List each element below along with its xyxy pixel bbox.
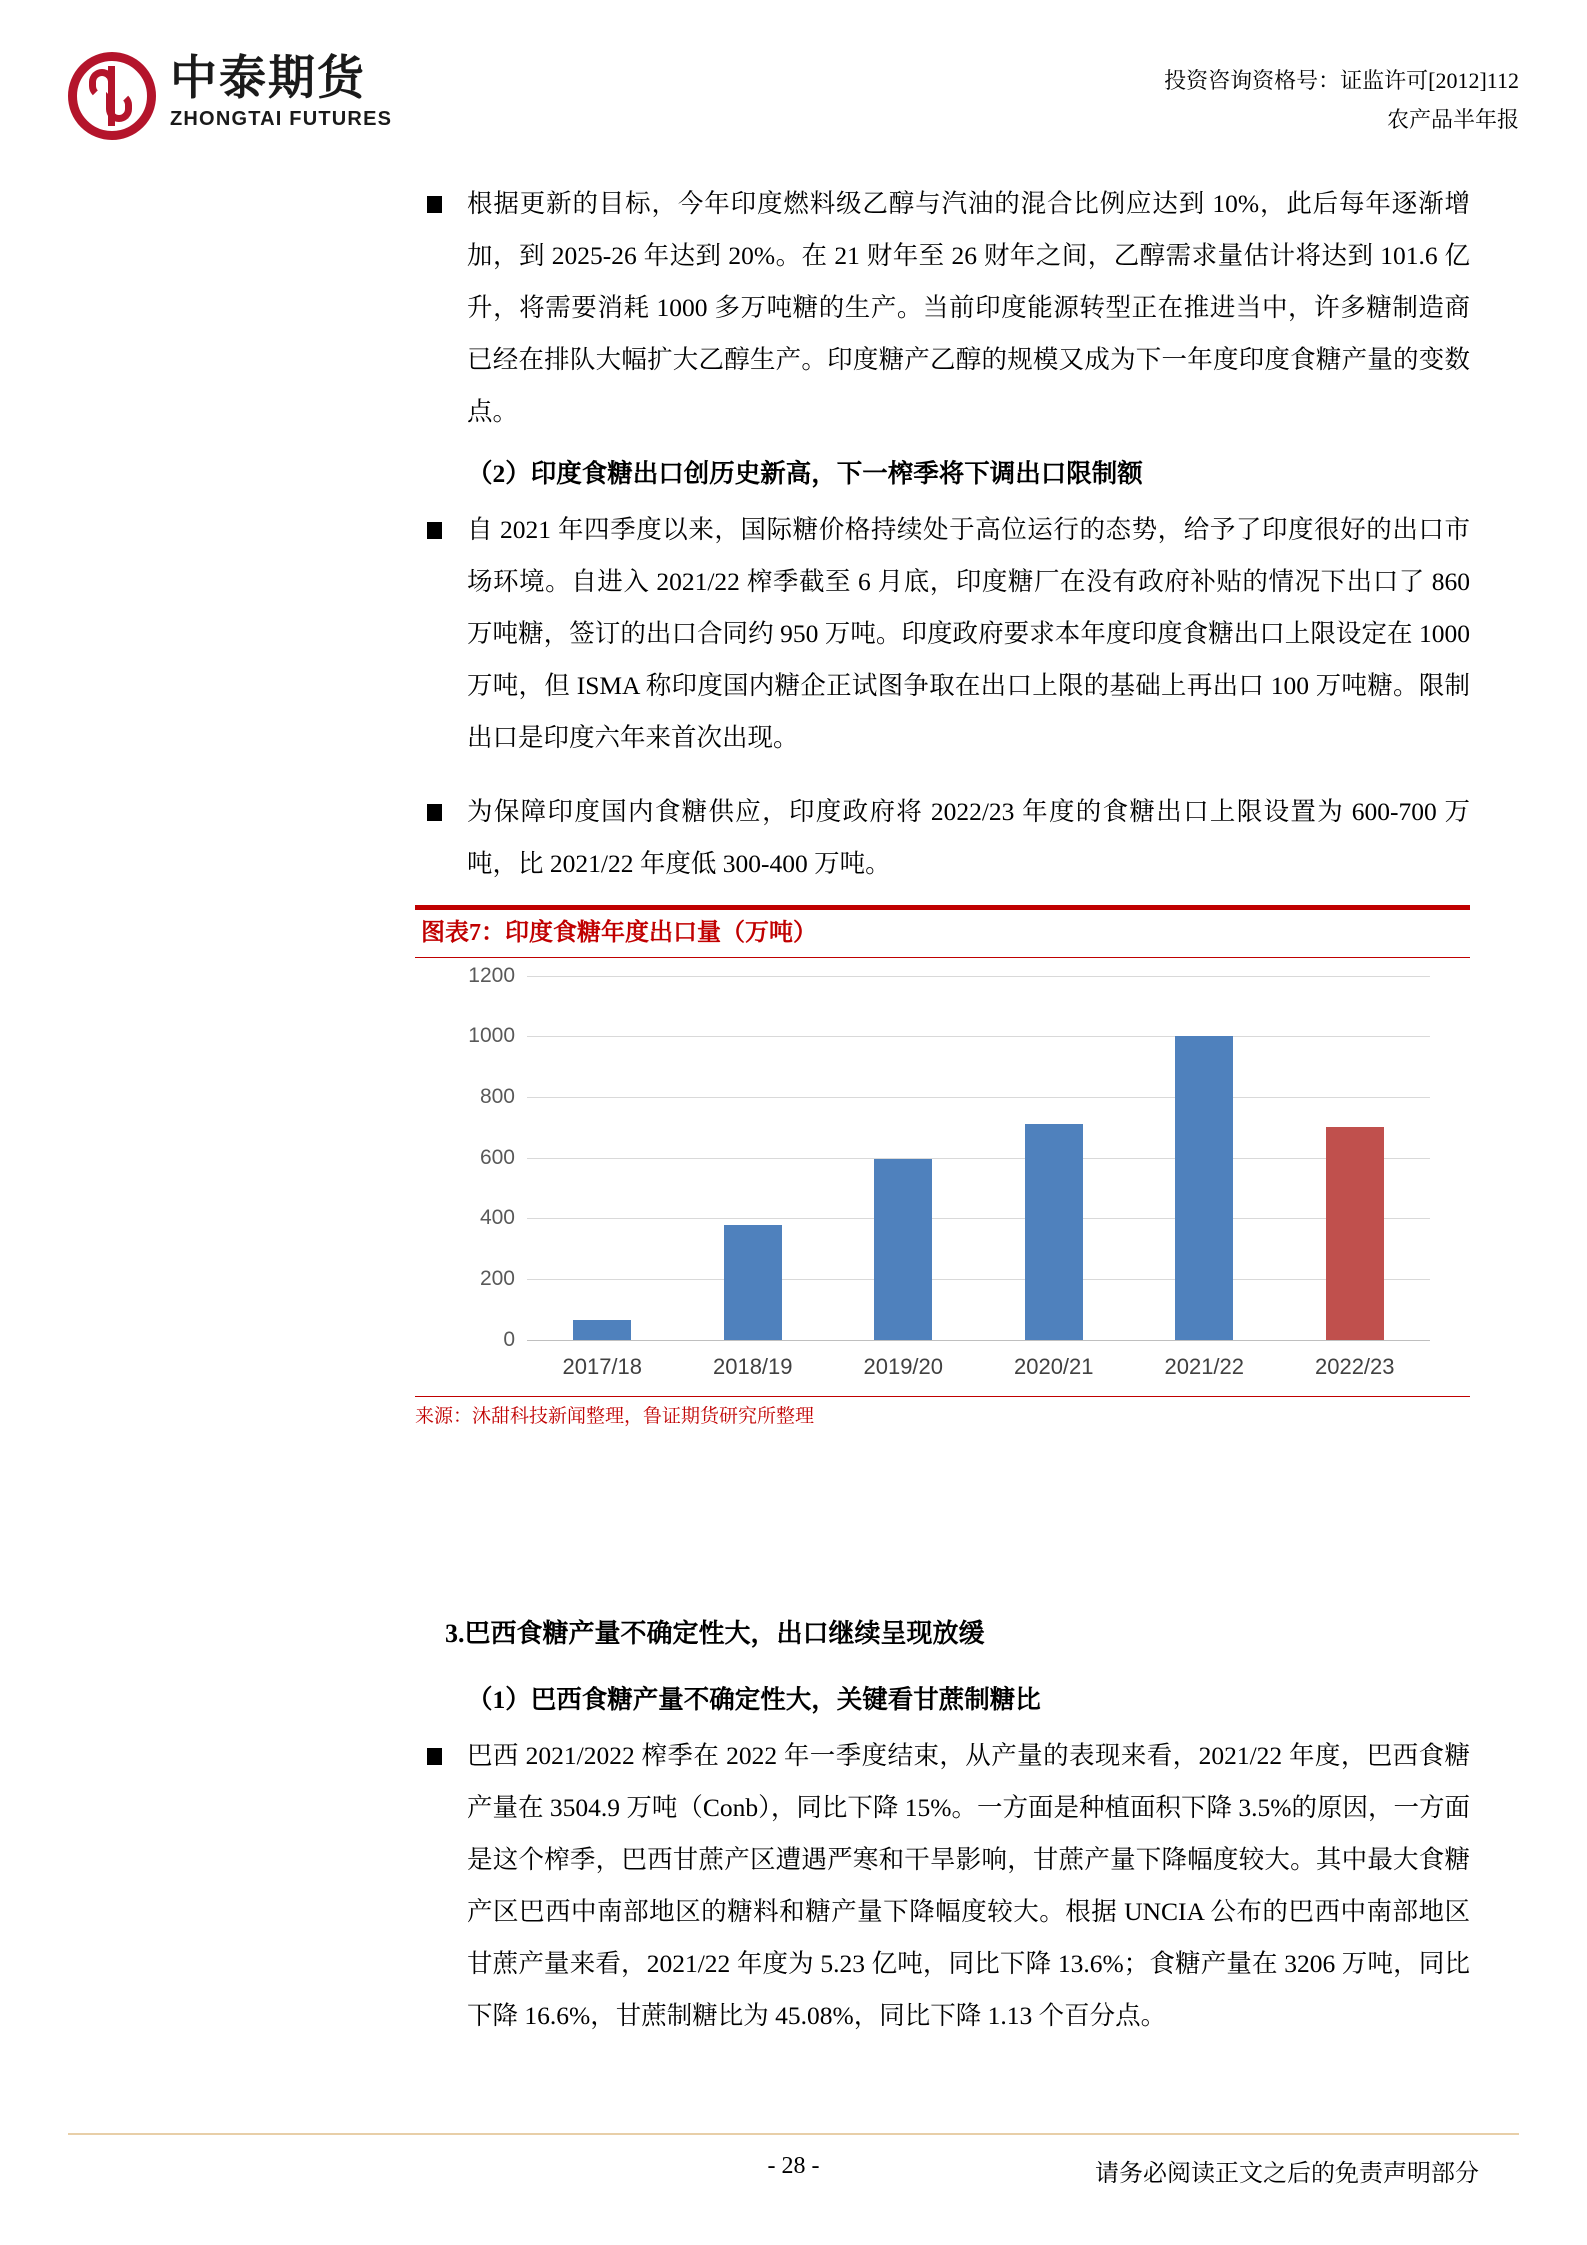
company-logo <box>68 48 392 140</box>
subheading-3-1: （1）巴西食糖产量不确定性大，关键看甘蔗制糖比 <box>467 1685 1041 1714</box>
figure-source: 来源：沐甜科技新闻整理，鲁证期货研究所整理 <box>415 1405 815 1427</box>
xtick-label: 2022/23 <box>1314 1353 1395 1379</box>
page-header <box>68 48 1519 158</box>
chart-bar <box>874 1159 932 1339</box>
chart-bar <box>1326 1127 1384 1339</box>
chart-area <box>415 963 1470 1396</box>
content-block-top <box>415 178 1470 896</box>
chart-bar <box>1175 1036 1233 1339</box>
chart-bar <box>724 1225 782 1340</box>
bar-slot <box>1129 976 1280 1379</box>
logo-wordmark <box>170 48 392 131</box>
bar-slot <box>678 976 829 1379</box>
ytick-800: 800 <box>479 1085 515 1109</box>
ytick-600: 600 <box>479 1145 515 1169</box>
bullet-marker-icon <box>415 1730 467 2042</box>
xtick-label: 2021/22 <box>1164 1353 1245 1379</box>
ytick-0: 0 <box>503 1327 515 1351</box>
qualification-number: 投资咨询资格号：证监许可[2012]112 <box>1164 68 1519 93</box>
subheading-2: （2）印度食糖出口创历史新高，下一榨季将下调出口限制额 <box>467 459 1143 488</box>
bullet-marker-icon <box>415 786 467 890</box>
page-footer <box>68 2133 1519 2193</box>
ytick-200: 200 <box>479 1267 515 1291</box>
figure-source-bar <box>415 1396 1470 1431</box>
chart-bar <box>573 1320 631 1340</box>
bullet-ethanol-blending-target <box>415 178 1470 438</box>
section-heading-3: 3.巴西食糖产量不确定性大，出口继续呈现放缓 <box>445 1619 985 1648</box>
xtick-label: 2017/18 <box>562 1353 643 1379</box>
bullet-text: 为保障印度国内食糖供应，印度政府将 2022/23 年度的食糖出口上限设置为 600-700 万吨，比 2021/22 年度低 300-400 万吨。 <box>467 797 1470 878</box>
bar-slot <box>1280 976 1431 1379</box>
logo-name-en: ZHONGTAI FUTURES <box>170 108 393 130</box>
bullet-marker-icon <box>415 504 467 764</box>
bar-slot <box>979 976 1130 1379</box>
ytick-400: 400 <box>479 1206 515 1230</box>
footer-divider <box>68 2133 1519 2135</box>
content-block-bottom <box>415 1608 1470 2048</box>
bullet-india-export-cap <box>415 786 1470 890</box>
figure-title-bar <box>415 905 1470 958</box>
figure-title: 图表7：印度食糖年度出口量（万吨） <box>421 920 817 946</box>
ytick-1000: 1000 <box>468 1024 515 1048</box>
figure-7 <box>415 905 1470 1430</box>
bar-slot <box>527 976 678 1379</box>
bullet-marker-icon <box>415 178 467 438</box>
bullet-text: 自 2021 年四季度以来，国际糖价格持续处于高位运行的态势，给予了印度很好的出口市场环境。自进入 2021/22 榨季截至 6 月底，印度糖厂在没有政府补贴的情况下出口了 860 万吨糖，签订的出口合同约 950 万吨。印度政府要求本年度印度食糖出口上限设定在 1000 万吨，但 ISMA 称印度国内糖企正试图争取在出口上限的基础上再出口 100 万吨糖。限制出口是印度六年来首次出现。 <box>467 515 1470 752</box>
logo-name-cn: 中泰期货 <box>170 51 366 104</box>
bullet-brazil-production <box>415 1730 1470 2042</box>
zhongtai-logo-icon <box>68 52 156 140</box>
ytick-1200: 1200 <box>468 963 515 987</box>
report-type: 农产品半年报 <box>1386 106 1519 132</box>
header-meta <box>1164 62 1519 139</box>
xtick-label: 2019/20 <box>863 1353 944 1379</box>
bullet-text: 巴西 2021/2022 榨季在 2022 年一季度结束，从产量的表现来看，2021/22 年度，巴西食糖产量在 3504.9 万吨（Conb），同比下降 15%。一方面是种植面积下降 3.5%的原因，一方面是这个榨季，巴西甘蔗产区遭遇严寒和干旱影响，甘蔗产量下降幅度较大。其中最大食糖产区巴西中南部地区的糖料和糖产量下降幅度较大。根据 UNCIA 公布的巴西中南部地区甘蔗产量来看，2021/22 年度为 5.23 亿吨，同比下降 13.6%；食糖产量在 3206 万吨，同比下降 16.6%，甘蔗制糖比为 45.08%，同比下降 1.13 个百分点。 <box>467 1741 1470 2030</box>
footer-disclaimer: 请务必阅读正文之后的免责声明部分 <box>1095 2161 1479 2187</box>
page-number: - 28 - <box>767 2153 820 2179</box>
chart-bar <box>1025 1124 1083 1339</box>
xtick-label: 2018/19 <box>712 1353 793 1379</box>
bullet-text: 根据更新的目标，今年印度燃料级乙醇与汽油的混合比例应达到 10%，此后每年逐渐增加，到 2025-26 年达到 20%。在 21 财年至 26 财年之间，乙醇需求量估计将达到 101.6 亿升，将需要消耗 1000 多万吨糖的生产。当前印度能源转型正在推进当中，许多糖制造商已经在排队大幅扩大乙醇生产。印度糖产乙醇的规模又成为下一年度印度食糖产量的变数点。 <box>467 189 1470 426</box>
xtick-label: 2020/21 <box>1013 1353 1094 1379</box>
chart-plot <box>468 963 1430 1379</box>
chart-bars <box>527 976 1430 1379</box>
bar-slot <box>828 976 979 1379</box>
bullet-india-export-record <box>415 504 1470 764</box>
